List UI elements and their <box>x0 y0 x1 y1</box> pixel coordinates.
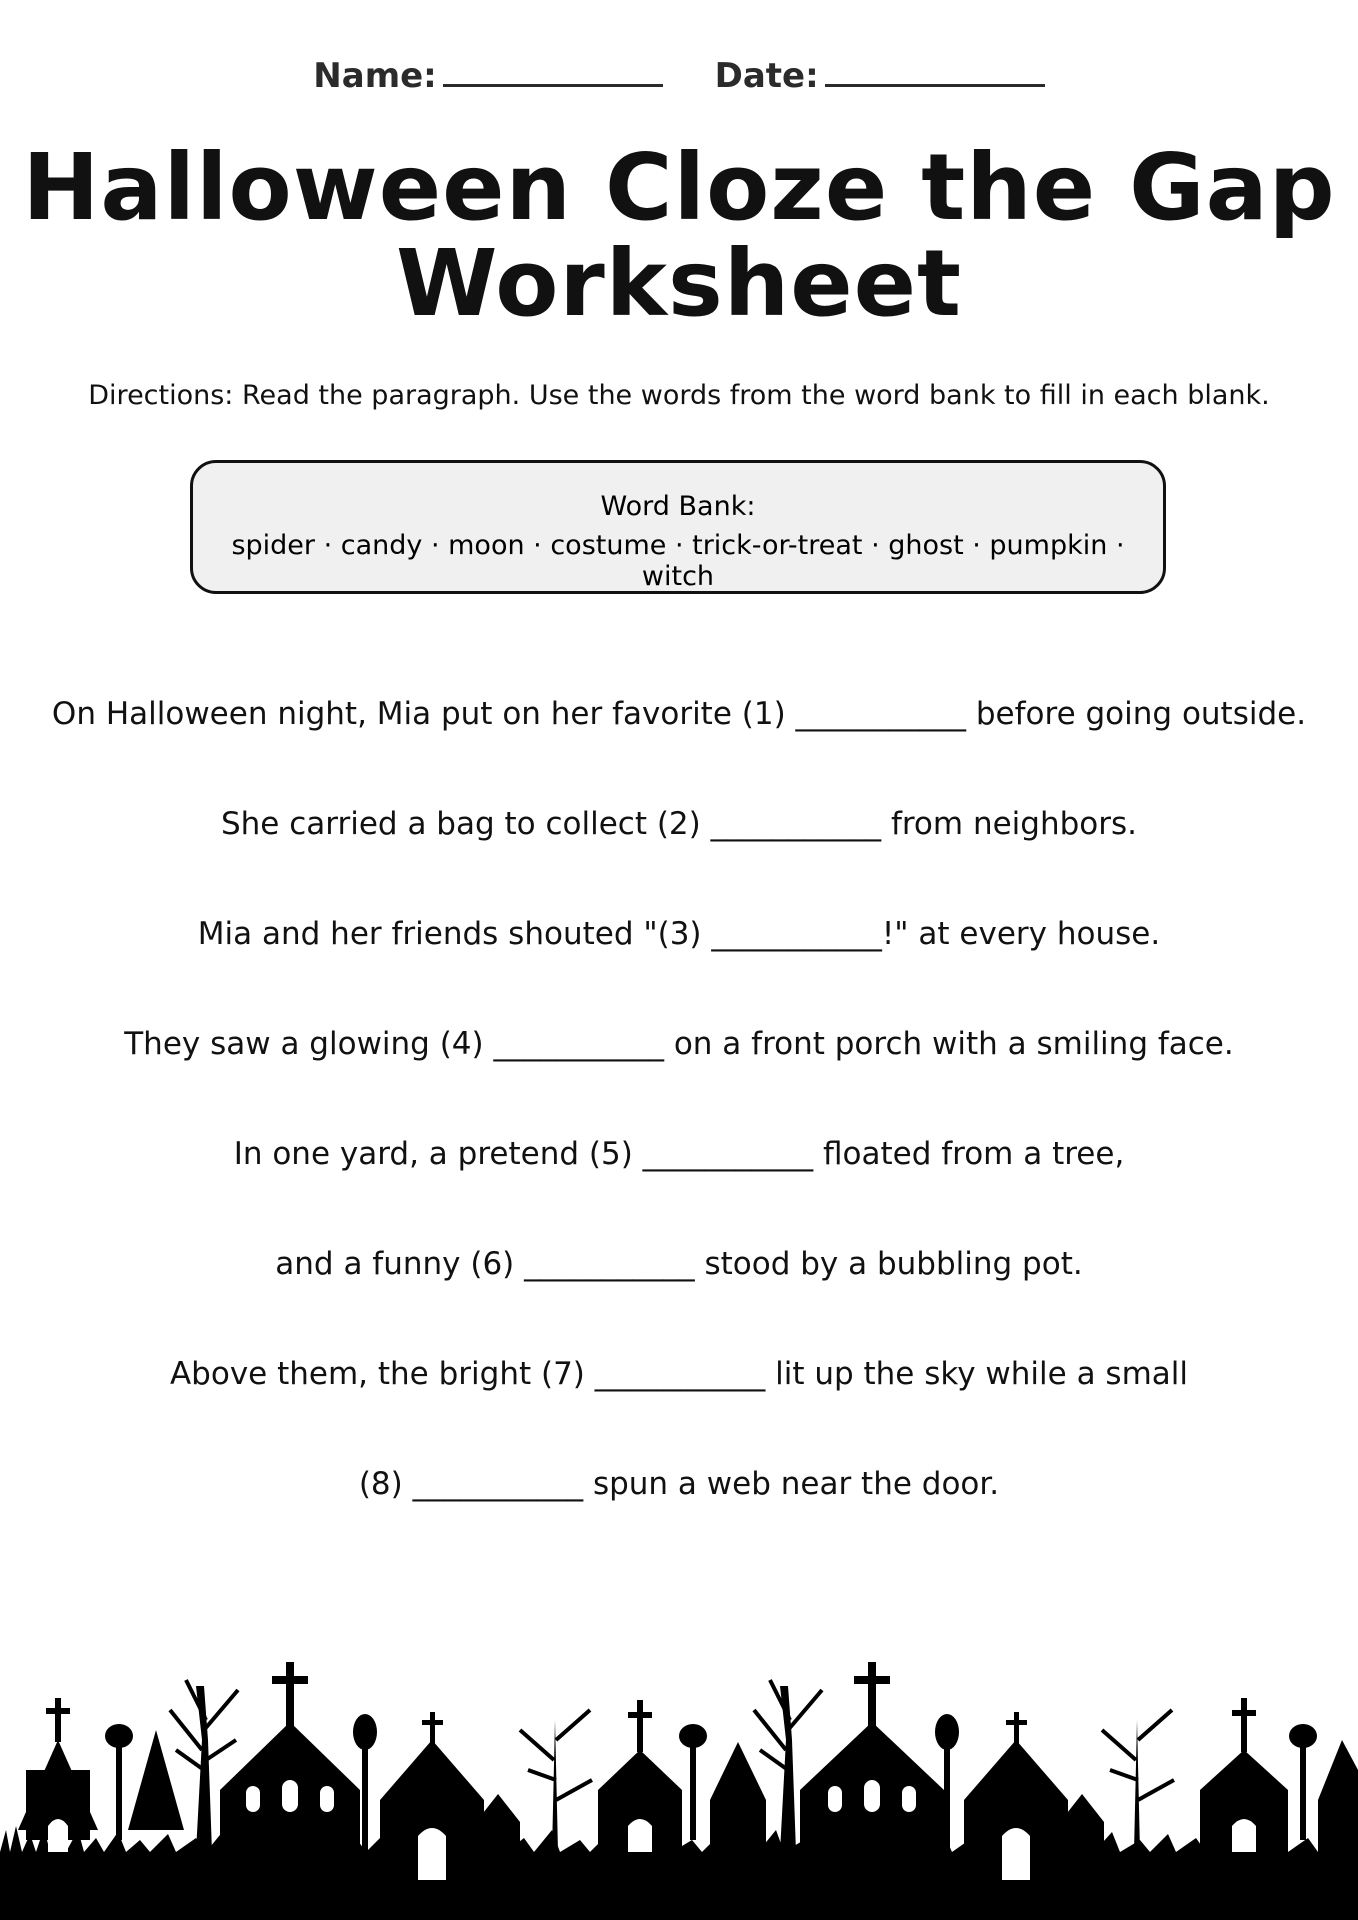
sentence-1: On Halloween night, Mia put on her favorite (1) ___________ before going outside. <box>51 696 1307 732</box>
sentence-7: Above them, the bright (7) ___________ lit up the sky while a small <box>169 1356 1189 1392</box>
date-label: Date: <box>714 56 819 96</box>
date-blank-line <box>825 83 1045 87</box>
word-bank-box <box>190 460 1166 594</box>
word-bank-words: spider · candy · moon · costume · trick-or-treat · ghost · pumpkin · witch <box>231 530 1125 592</box>
haunted-village-silhouette <box>0 1590 1358 1920</box>
cloze-paragraph <box>0 690 1358 1570</box>
name-field <box>313 56 662 96</box>
word-bank-title: Word Bank: <box>600 491 756 522</box>
sentence-2: She carried a bag to collect (2) ___________ from neighbors. <box>220 806 1137 842</box>
title-line-1: Halloween Cloze the Gap <box>22 134 1336 241</box>
sentence-3: Mia and her friends shouted "(3) ___________!" at every house. <box>197 916 1161 952</box>
name-date-header <box>0 56 1358 96</box>
date-field <box>715 56 1045 96</box>
name-label: Name: <box>313 56 437 96</box>
sentence-4: They saw a glowing (4) ___________ on a front porch with a smiling face. <box>124 1026 1234 1062</box>
directions-text: Directions: Read the paragraph. Use the words from the word bank to fill in each blank. <box>88 380 1270 411</box>
name-blank-line <box>443 83 663 87</box>
worksheet-title <box>0 134 1358 337</box>
sentence-6: and a funny (6) ___________ stood by a bubbling pot. <box>275 1246 1083 1282</box>
sentence-8: (8) ___________ spun a web near the door. <box>358 1466 1000 1502</box>
title-line-2: Worksheet <box>396 230 962 337</box>
sentence-5: In one yard, a pretend (5) ___________ floated from a tree, <box>233 1136 1125 1172</box>
